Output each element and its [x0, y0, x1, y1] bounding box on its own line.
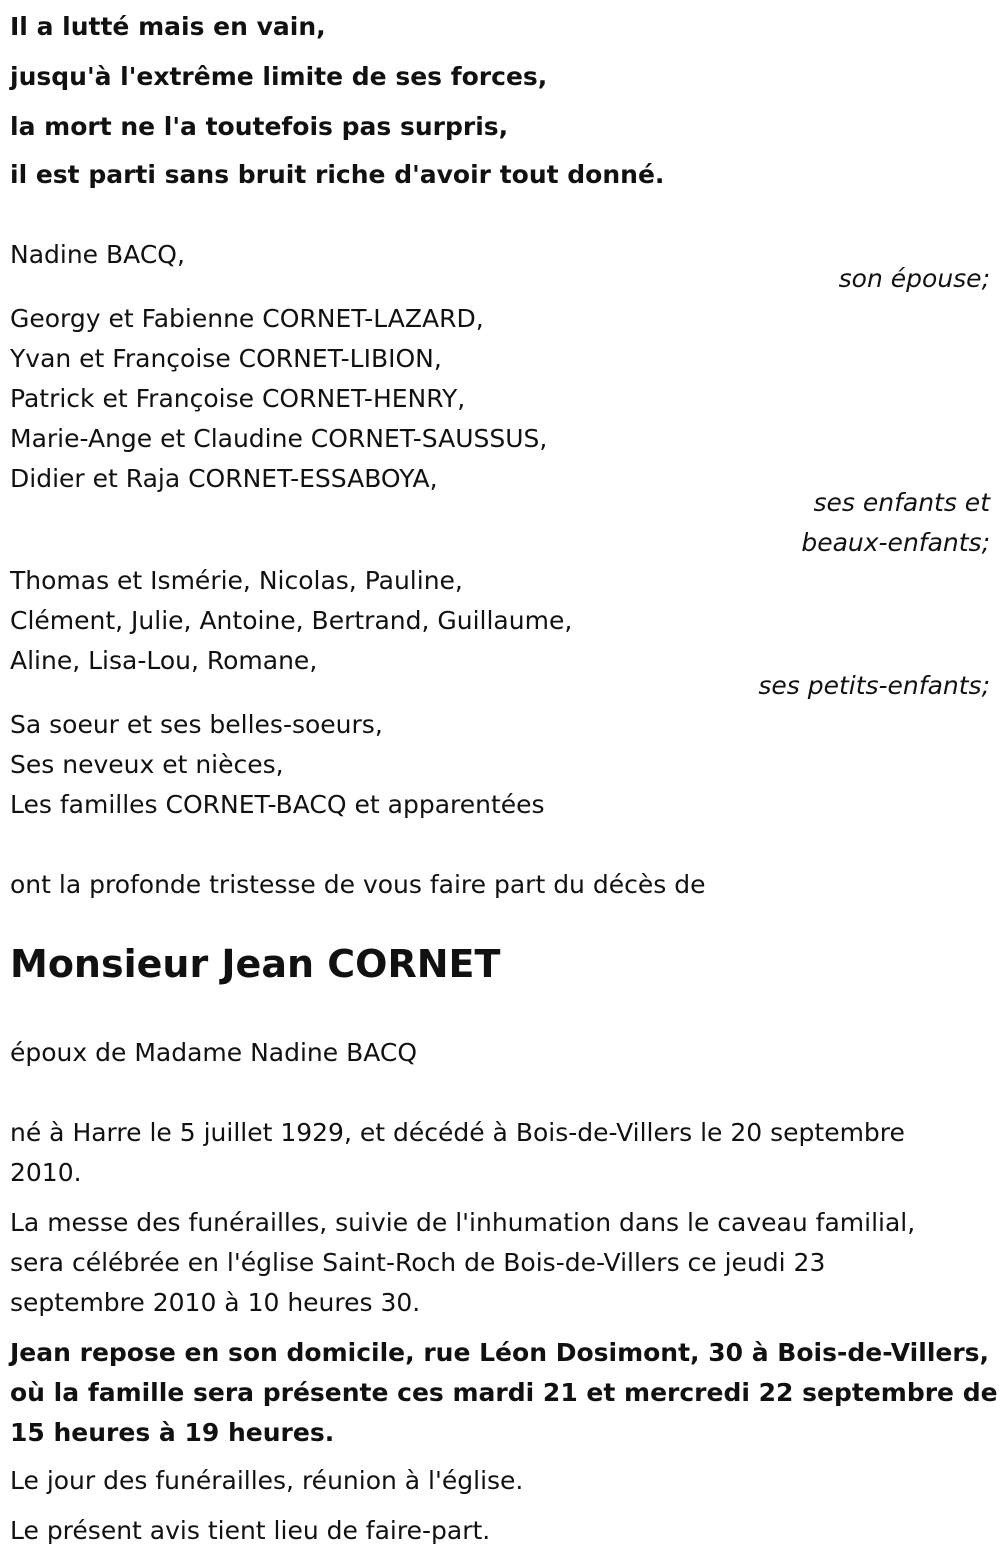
announcement: ont la profonde tristesse de vous faire part du décès de [10, 870, 706, 899]
birth-death-line-1: né à Harre le 5 juillet 1929, et décédé à Bois-de-Villers le 20 septembre [10, 1118, 905, 1147]
birth-death-line-2: 2010. [10, 1158, 82, 1187]
repose-line-2: où la famille sera présente ces mardi 21 et mercredi 22 septembre de [10, 1378, 998, 1407]
grandchild-line-2: Clément, Julie, Antoine, Bertrand, Guillaume, [10, 606, 573, 635]
deceased-name: Monsieur Jean CORNET [10, 942, 501, 986]
spouse-name: Nadine BACQ, [10, 240, 185, 269]
child-line-1: Georgy et Fabienne CORNET-LAZARD, [10, 304, 484, 333]
meeting: Le jour des funérailles, réunion à l'église. [10, 1466, 524, 1495]
mass-line-1: La messe des funérailles, suivie de l'inhumation dans le caveau familial, [10, 1208, 916, 1237]
child-line-5: Didier et Raja CORNET-ESSABOYA, [10, 464, 438, 493]
poem-line-4: il est parti sans bruit riche d'avoir tout donné. [10, 160, 665, 189]
repose-line-1: Jean repose en son domicile, rue Léon Dosimont, 30 à Bois-de-Villers, [10, 1338, 990, 1367]
spouse-of: époux de Madame Nadine BACQ [10, 1038, 418, 1067]
mass-line-2: sera célébrée en l'église Saint-Roch de Bois-de-Villers ce jeudi 23 [10, 1248, 826, 1277]
child-line-3: Patrick et Françoise CORNET-HENRY, [10, 384, 466, 413]
others-line-3: Les familles CORNET-BACQ et apparentées [10, 790, 545, 819]
children-role-1: ses enfants et [813, 488, 990, 517]
grandchild-line-3: Aline, Lisa-Lou, Romane, [10, 646, 318, 675]
notice: Le présent avis tient lieu de faire-part. [10, 1516, 491, 1545]
grandchild-line-1: Thomas et Ismérie, Nicolas, Pauline, [10, 566, 463, 595]
poem-line-2: jusqu'à l'extrême limite de ses forces, [10, 62, 548, 91]
poem-line-1: Il a lutté mais en vain, [10, 12, 326, 41]
others-line-2: Ses neveux et nièces, [10, 750, 284, 779]
mass-line-3: septembre 2010 à 10 heures 30. [10, 1288, 421, 1317]
others-line-1: Sa soeur et ses belles-soeurs, [10, 710, 383, 739]
spouse-role: son épouse; [838, 264, 990, 293]
child-line-4: Marie-Ange et Claudine CORNET-SAUSSUS, [10, 424, 548, 453]
repose-line-3: 15 heures à 19 heures. [10, 1418, 335, 1447]
children-role-2: beaux-enfants; [801, 528, 990, 557]
grandchildren-role: ses petits-enfants; [758, 671, 990, 700]
poem-line-3: la mort ne l'a toutefois pas surpris, [10, 112, 509, 141]
child-line-2: Yvan et Françoise CORNET-LIBION, [10, 344, 442, 373]
